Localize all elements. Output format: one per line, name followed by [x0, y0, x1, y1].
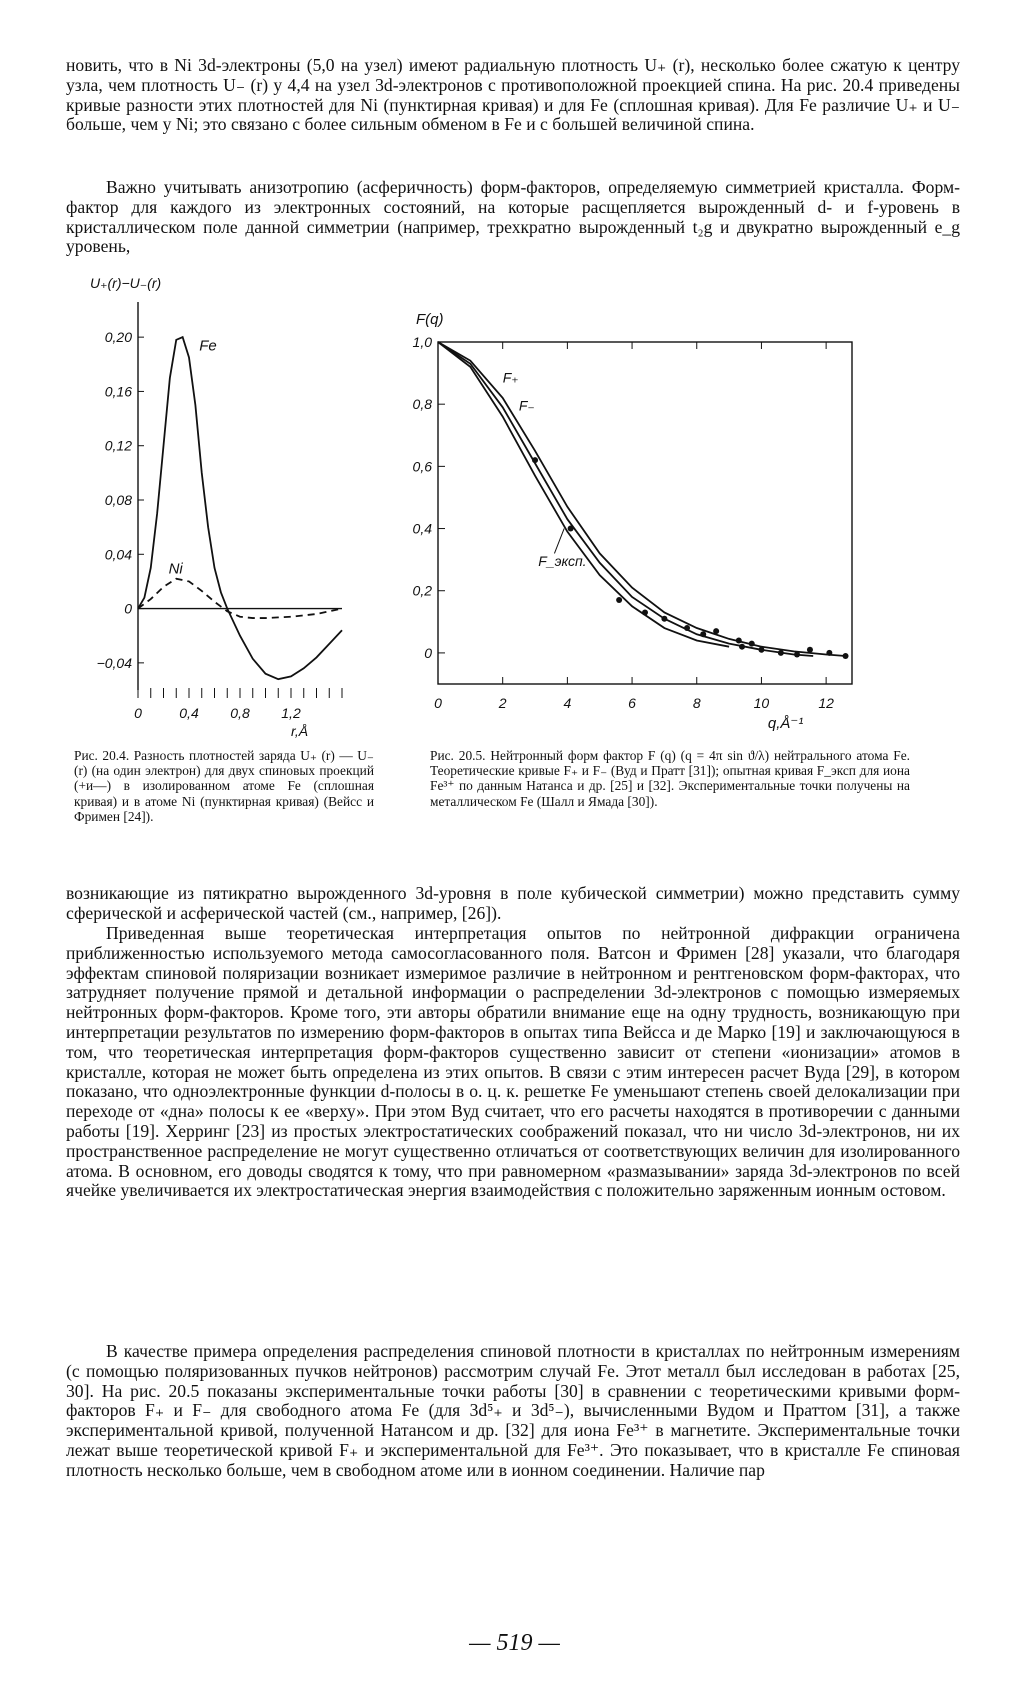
x-tick-label: 12	[818, 695, 834, 711]
y-tick-label: 0,8	[412, 396, 432, 413]
y-tick-label: 0,2	[412, 582, 432, 599]
y-tick-label: 0,4	[412, 520, 432, 537]
figure-20-5	[400, 300, 920, 745]
x-tick-label: 0	[134, 705, 142, 721]
figure-20-5-caption: Рис. 20.5. Нейтронный форм фактор F (q) (q = 4π sin ϑ/λ) нейтрального атома Fe. Теоретические кривые F₊ и F₋ (Вуд и Пратт [31]); опытная кривая F_эксп для иона Fe³⁺ по данным Натанса и др. [25] и [32]. Экспериментальные точки получены на металлическом Fe (Шалл и Ямада [30]).	[430, 748, 910, 809]
x-axis-label: r,Å	[291, 723, 309, 739]
series-label-f-exp: F_эксп.	[538, 552, 587, 569]
label-leader	[554, 529, 564, 554]
y-tick-label: 0,12	[104, 437, 132, 454]
y-axis-label: F(q)	[416, 311, 444, 328]
paragraph-1: новить, что в Ni 3d-электроны (5,0 на узел) имеют радиальную плотность U₊ (r), несколько более сжатую к центру узла, чем плотность U₋ (r) у 4,4 на узел 3d-электронов с противоположной проекцией спина. На рис. 20.4 приведены кривые разности этих плотностей для Ni (пунктирная кривая) и для Fe (сплошная кривая). Для Fe различие U₊ и U₋ больше, чем у Ni; это связано с более сильным обменом в Fe и с большей величиной спина.	[66, 55, 960, 135]
exp-point	[713, 628, 719, 634]
exp-point	[807, 647, 813, 653]
exp-point	[826, 650, 832, 656]
series-label-ni: Ni	[168, 560, 183, 578]
series-curve	[438, 342, 846, 656]
chart-20-4	[70, 270, 390, 750]
paragraph-2: Важно учитывать анизотропию (асферичность) форм-факторов, определяемую симметрией кристалла. Форм-фактор для каждого из электронных состояний, на которые расщепляется вырожденный d- и f-уровень в кристаллическом поле данной симметрии (например, трехкратно вырожденный t₂g и двукратно вырожденный e_g уровень,	[66, 177, 960, 257]
exp-point	[843, 653, 849, 659]
series-ni-curve	[138, 579, 342, 618]
exp-point	[778, 650, 784, 656]
page-number: — 519 —	[469, 1630, 560, 1656]
x-tick-label: 0	[434, 695, 442, 711]
exp-point	[758, 647, 764, 653]
exp-point	[749, 641, 755, 647]
x-tick-label: 2	[498, 695, 507, 711]
y-tick-label: 0	[424, 644, 432, 661]
x-axis-label: q,Å⁻¹	[767, 715, 804, 732]
exp-point	[661, 616, 667, 622]
exp-point	[739, 644, 745, 650]
paragraph-5: В качестве примера определения распределения спиновой плотности в кристаллах по нейтронным измерениям (с помощью поляризованных пучков нейтронов) рассмотрим случай Fe. Этот металл был исследован в работах [25, 30]. На рис. 20.5 показаны экспериментальные точки работы [30] в сравнении с теоретическими кривыми форм-факторов F₊ и F₋ для свободного атома Fe (для 3d⁵₊ и 3d⁵₋), вычисленными Вудом и Праттом [31], а также экспериментальной кривой, полученной Натансом и др. [32] для иона Fe³⁺ в магнетите. Экспериментальные точки лежат выше теоретической кривой F₊ и экспериментальной для Fe³⁺. Это показывает, что в кристалле Fe спиновая плотность несколько больше, чем в свободном атоме или в ионном соединении. Наличие пар	[66, 1341, 960, 1480]
figure-20-4-caption: Рис. 20.4. Разность плотностей заряда U₊ (r) — U₋ (r) (на один электрон) для двух спиновых проекций (+и—) в изолированном атоме Fe (сплошная кривая) и в атоме Ni (пунктирная кривая) (Вейсс и Фримен [24]).	[74, 748, 374, 824]
y-tick-label: 0	[124, 600, 132, 617]
x-tick-label: 6	[628, 695, 636, 711]
series-label-f-minus: F₋	[518, 397, 535, 414]
x-tick-label: 8	[692, 695, 701, 711]
series-label-fe: Fe	[199, 337, 217, 355]
y-tick-label: 1,0	[412, 334, 432, 350]
x-tick-label: 0,8	[230, 705, 250, 721]
exp-point	[642, 609, 648, 615]
x-tick-label: 1,2	[281, 705, 301, 721]
plot-frame	[438, 342, 852, 684]
y-tick-label: 0,08	[104, 492, 132, 508]
exp-point	[616, 597, 622, 603]
series-fe-curve	[138, 337, 342, 679]
y-tick-label: 0,04	[104, 546, 132, 563]
exp-point	[700, 631, 706, 637]
paragraph-4: Приведенная выше теоретическая интерпретация опытов по нейтронной дифракции ограничена приближенностью используемого метода самосогласованного поля. Ватсон и Фримен [28] указали, что благодаря эффектам спиновой поляризации возникает измеримое различие в нейтронном и рентгеновском форм-факторах, что затрудняет получение прямой и детальной информации о распределении 3d-электронов с помощью измеряемых нейтронных форм-факторов. Кроме того, эти авторы обратили внимание еще на одну трудность, возникающую при интерпретации результатов по измерению форм-факторов в опытах типа Вейсса и де Марко [19] и заключающуюся в том, что теоретическая интерпретация форм-факторов существенно зависит от степени «ионизации» атомов в кристалле, которая не может быть определена из этих опытов. В связи с этим интересен расчет Вуда [29], в котором показано, что одноэлектронные функции d-полосы в о. ц. к. решетке Fe уменьшают степень своей делокализации при переходе от «дна» полосы к ее «верху». При этом Вуд считает, что его расчеты находятся в противоречии с данными работы [19]. Херринг [23] из простых электростатических соображений показал, что ни число 3d-электронов, ни их пространственное распределение не могут существенно отличаться от соответствующих величин для изолированного атома. В основном, его доводы сводятся к тому, что при равномерном «размазывании» заряда 3d-электронов по всей ячейке увеличивается их электростатическая энергия взаимодействия с положительно заряженным ионным остовом.	[66, 923, 960, 1201]
exp-point	[568, 526, 574, 532]
exp-point	[736, 637, 742, 643]
chart-20-5	[400, 300, 920, 740]
x-tick-label: 4	[563, 695, 572, 711]
y-tick-label: 0,6	[412, 458, 432, 475]
exp-point	[684, 625, 690, 631]
y-axis-label: U₊(r)−U₋(r)	[90, 275, 162, 291]
y-tick-label: −0,04	[96, 654, 132, 671]
series-label-f-plus: F₊	[502, 369, 519, 386]
x-tick-label: 10	[753, 695, 770, 711]
y-tick-label: 0,16	[104, 383, 132, 400]
exp-point	[794, 651, 800, 657]
figure-20-4	[70, 270, 390, 755]
series-curve	[438, 342, 729, 647]
y-tick-label: 0,20	[104, 329, 132, 346]
x-tick-label: 0,4	[179, 705, 199, 721]
exp-point	[532, 457, 538, 463]
paragraph-3: возникающие из пятикратно вырожденного 3d-уровня в поле кубической симметрии) можно представить сумму сферической и асферической частей (см., например, [26]).	[66, 883, 960, 923]
